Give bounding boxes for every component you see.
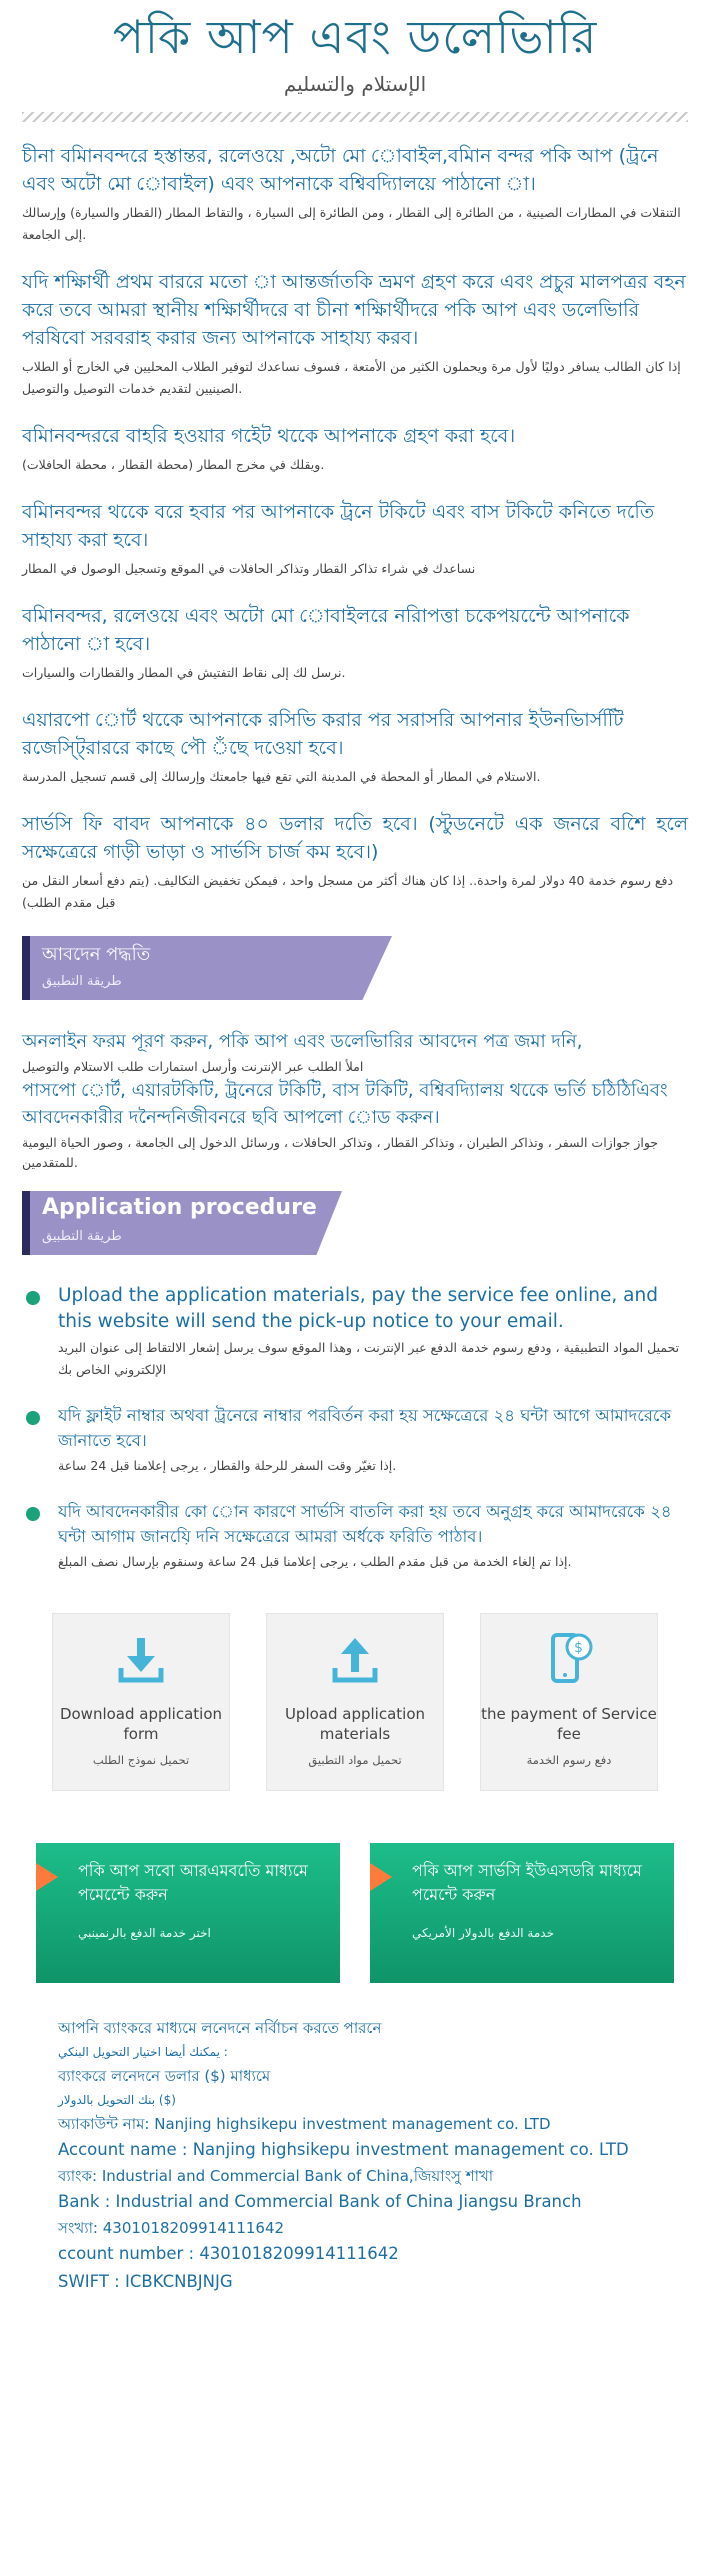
list-item	[22, 1283, 688, 1381]
bank-intro: আপনি ব্যাংকরে মাধ্যমে লনেদনে নর্বিাচন করতে পারনে	[58, 2019, 382, 2037]
arrow-marker-icon	[36, 1863, 58, 1891]
pay-label: পকি আপ সার্ভসি ইউএসডরি মাধ্যমে পমেন্টে করুন	[412, 1861, 642, 1904]
instruction-bengali: পাসপো োর্ট, এয়ারটকিটি, ট্রনেরে টকিটি, বাস টকিটি, বশ্বিবদ্যিালয় থকেে ভর্তি চঠিঠিএিবং আবদেনকারীর দনৈন্দনিজীবনরে ছবি আপলো োড করুন।	[22, 1080, 668, 1128]
card-sublabel: تحميل مواد التطبيق	[308, 1753, 402, 1767]
intro-section	[22, 142, 688, 914]
info-paragraph	[22, 706, 688, 788]
ribbon-title: আবদেন পদ্ধতি	[42, 944, 151, 965]
upload-icon	[267, 1630, 443, 1690]
bullet-dot	[26, 1507, 40, 1521]
card-label: the payment of Service fee	[481, 1705, 657, 1743]
card-sublabel: دفع رسوم الخدمة	[526, 1753, 612, 1767]
bank-intro-arabic: يمكنك أيضا اختيار التحويل البنكي :	[58, 2045, 228, 2059]
page-title: পকি আপ এবং ডলেভিারি	[112, 10, 598, 64]
paragraph-bengali: বমিানবন্দর, রলেওয়ে এবং অটো মো োবাইলরে নরিাপত্তা চকেপয়ন্টেে আপনাকে পাঠানো া হবে।	[22, 605, 630, 655]
paragraph-arabic: التنقلات في المطارات الصينية ، من الطائرة إلى القطار ، ومن الطائرة إلى السيارة ، والتقاط المطار (القطار والسيارة) وإرسالك إلى الجامعة.	[22, 205, 681, 242]
paragraph-arabic: دفع رسوم خدمة 40 دولار لمرة واحدة.. إذا كان هناك أكثر من مسجل واحد ، فيمكن تخفيض التكاليف. (يتم دفع أسعار النقل من قبل مقدم الطلب)	[22, 873, 674, 910]
account-number-bengali: সংখ্যা: 4301018209914111642	[58, 2219, 285, 2237]
phone-payment-icon	[481, 1630, 657, 1690]
info-paragraph	[22, 142, 688, 246]
account-number: ccount number : 4301018209914111642	[58, 2244, 399, 2263]
step-arabic: تحميل المواد التطبيقية ، ودفع رسوم خدمة الدفع عبر الإنترنت ، وهذا الموقع سوف يرسل إشعار الالتقاط إلى عنوان البريد الإلكتروني الخاص بك	[58, 1340, 680, 1377]
upload-materials-card[interactable]	[266, 1613, 444, 1791]
pay-label: পকি আপ সবো আরএমবতিে মাধ্যমে পমেন্টেে করুন	[78, 1861, 308, 1904]
info-paragraph	[22, 498, 688, 580]
download-icon	[53, 1630, 229, 1690]
svg-text:$: $	[574, 1640, 583, 1656]
hero-header	[22, 0, 688, 122]
arrow-marker-icon	[370, 1863, 392, 1891]
paragraph-bengali: যদি শক্ষিার্থী প্রথম বাররে মতো া আন্তর্জাতকি ভ্রমণ গ্রহণ করে এবং প্রচুর মালপত্রর বহন করে তবে আমরা স্থানীয় শক্ষিার্থীদরে বা চীনা শক্ষিার্থীদরে পকি আপ এবং ডলেভিারি পরষিবো সরবরাহ করার জন্য আপনাকে সাহায্য করব।	[22, 271, 686, 349]
info-paragraph	[22, 602, 688, 684]
ribbon-title: Application procedure	[42, 1195, 317, 1220]
step-english: Upload the application materials, pay the service fee online, and this website will send the pick-up notice to your email.	[58, 1285, 658, 1332]
bullet-dot	[26, 1411, 40, 1425]
paragraph-arabic: إذا كان الطالب يسافر دوليًا لأول مرة ويحملون الكثير من الأمتعة ، فسوف نساعدك لتوفير الطلاب المحليين في الخارج أو الطلاب الصينيين لتقديم خدمات التوصيل والتوصيل.	[22, 359, 681, 396]
ribbon-edge	[22, 936, 30, 1000]
account-name: Account name : Nanjing highsikepu investment management co. LTD	[58, 2140, 629, 2159]
ribbon-subtitle: طريقة التطبيق	[42, 1229, 122, 1244]
ribbon-edge	[22, 1191, 30, 1255]
procedure-steps	[22, 1283, 688, 1573]
card-label: Upload application materials	[284, 1705, 426, 1743]
paragraph-arabic: ويقلك في مخرج المطار (محطة القطار ، محطة الحافلات).	[22, 457, 325, 472]
pay-sublabel: اختر خدمة الدفع بالرنمينبي	[78, 1926, 211, 1940]
paragraph-bengali: বমিানবন্দররে বাহরি হওয়ার গইেট থকেে আপনাকে গ্রহণ করা হবে।	[22, 425, 516, 447]
paragraph-arabic: الاستلام في المطار أو المحطة في المدينة التي تقع فيها جامعتك وإرسالك إلى قسم تسجيل المدرسة.	[22, 769, 541, 784]
paragraph-bengali: এয়ারপো োর্ট থকেে আপনাকে রসিভি করার পর সরাসরি আপনার ইউনভিার্সটিি রজেস্টি্রাররে কাছে পৌ ঁছে দওেয়া হবে।	[22, 709, 624, 759]
list-item	[22, 1499, 688, 1573]
bank-transfer-info	[58, 2017, 688, 2295]
action-cards	[52, 1613, 658, 1791]
pay-rmb-button[interactable]	[36, 1843, 340, 1983]
service-fee-paragraph	[22, 810, 688, 914]
step-bengali: যদি আবদেনকারীর কো োন কারণে সার্ভসি বাতলি করা হয় তবে অনুগ্রহ করে আমাদরেকে ২৪ ঘন্টা আগাম জানযি়ে দনি সক্ষেত্রেরে আমরা অর্ধকে ফরিতি পাঠাব।	[58, 1502, 672, 1546]
step-bengali: যদি ফ্লাইট নাম্বার অথবা ট্রনেরে নাম্বার পরবির্তন করা হয় সক্ষেত্রেরে ২৪ ঘন্টা আগে আমাদরেকে জানাতে হবে।	[58, 1406, 672, 1450]
step-arabic: إذا تغيّر وقت السفر للرحلة والقطار ، يرجى إعلامنا قبل 24 ساعة.	[58, 1458, 397, 1473]
step-arabic: إذا تم إلغاء الخدمة من قبل مقدم الطلب ، يرجى إعلامنا قبل 24 ساعة وسنقوم بإرسال نصف المبلغ.	[58, 1554, 572, 1569]
list-item	[22, 1403, 688, 1477]
online-section	[22, 1028, 688, 1173]
bank-transfer-bengali: ব্যাংকরে লনেদনে ডলার ($) মাধ্যমে	[58, 2067, 271, 2085]
online-instruction	[22, 1028, 688, 1173]
account-name-bengali: অ্যাকাউন্ট নাম: Nanjing highsikepu investment management co. LTD	[58, 2115, 551, 2133]
info-paragraph	[22, 422, 688, 476]
paragraph-bengali: চীনা বমিানবন্দরে হস্তান্তর, রলেওয়ে ,অটো মো োবাইল,বমিান বন্দর পকি আপ (ট্রনে এবং অটো মো োবাইল) এবং আপনাকে বশ্বিবদ্যিালয়ে পাঠানো া।	[22, 145, 659, 195]
bank-transfer-arabic: بنك التحويل بالدولار ($)	[58, 2093, 176, 2107]
pay-usd-button[interactable]	[370, 1843, 674, 1983]
card-sublabel: تحميل نموذج الطلب	[92, 1753, 190, 1767]
payment-card[interactable]	[480, 1613, 658, 1791]
paragraph-bengali: সার্ভসি ফি বাবদ আপনাকে ৪০ ডলার দতিে হবে। (স্টুডনেটে এক জনরে বশেি হলে সক্ষেত্রেরে গাড়ী ভাড়া ও সার্ভসি চার্জ কম হবে।)	[22, 813, 688, 863]
paragraph-arabic: نرسل لك إلى نقاط التفتيش في المطار والقطارات والسيارات.	[22, 665, 346, 680]
info-paragraph	[22, 268, 688, 400]
section-ribbon-application-method	[22, 936, 688, 1000]
instruction-bengali: অনলাইন ফরম পূরণ করুন, পকি আপ এবং ডলেভিারির আবদেন পত্র জমা দনি,	[22, 1031, 583, 1052]
pay-sublabel: خدمة الدفع بالدولار الأمريكي	[412, 1926, 555, 1940]
paragraph-arabic: نساعدك في شراء تذاكر القطار وتذاكر الحافلات في الموقع وتسجيل الوصول في المطار	[22, 561, 476, 576]
zigzag-divider	[22, 112, 688, 122]
card-label: Download application form	[59, 1705, 223, 1743]
swift-code: SWIFT : ICBKCNBJNJG	[58, 2272, 233, 2291]
bank-name: Bank : Industrial and Commercial Bank of China Jiangsu Branch	[58, 2192, 582, 2211]
instruction-arabic: املأ الطلب عبر الإنترنت وأرسل استمارات طلب الاستلام والتوصيل	[22, 1059, 364, 1074]
payment-options	[36, 1843, 674, 1983]
ribbon-subtitle: طريقة التطبيق	[42, 974, 122, 989]
page-subtitle: الإستلام والتسليم	[283, 72, 427, 96]
paragraph-bengali: বমিানবন্দর থকেে বরে হবার পর আপনাকে ট্রনে টকিটে এবং বাস টকিটে কনিতে দতিে সাহায্য করা হবে।	[22, 501, 655, 551]
section-ribbon-application-procedure	[22, 1191, 688, 1255]
download-form-card[interactable]	[52, 1613, 230, 1791]
bullet-dot	[26, 1291, 40, 1305]
bank-name-bengali: ব্যাংক: Industrial and Commercial Bank of China,জিয়াংসু শাখা	[58, 2167, 494, 2185]
instruction-arabic: جواز جوازات السفر ، وتذاكر الطيران ، وتذاكر القطار ، وتذاكر الحافلات ، ورسائل الدخول إلى الجامعة ، وصور الحياة اليومية للمتقدمين.	[22, 1135, 659, 1170]
